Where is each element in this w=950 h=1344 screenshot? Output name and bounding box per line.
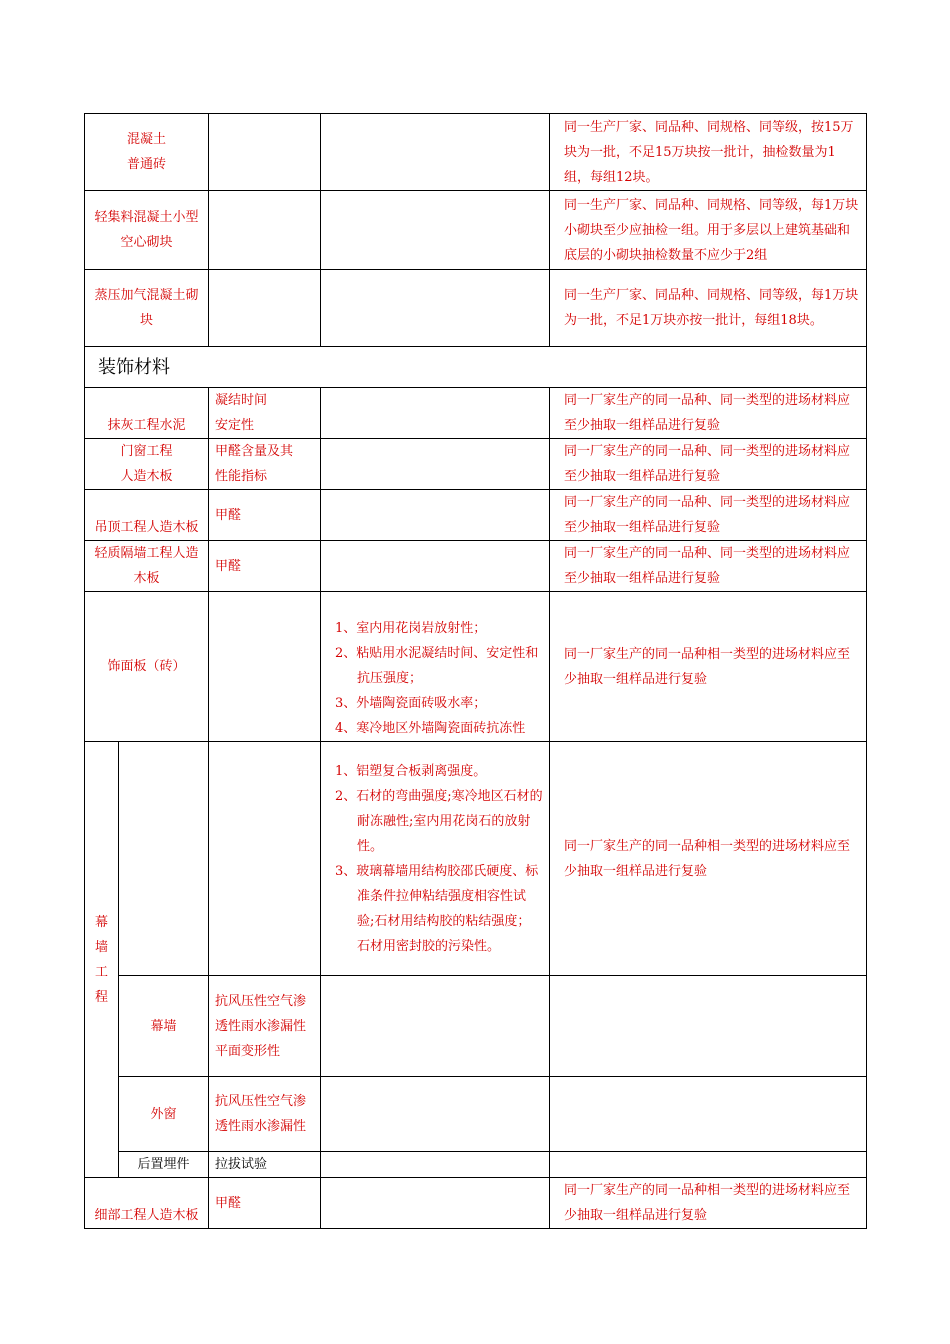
table-row bbox=[85, 1178, 867, 1229]
table-row bbox=[85, 1077, 867, 1152]
table-row bbox=[85, 270, 867, 347]
sampling-requirement: 同一生产厂家、同品种、同规格、同等级，每1万块小砌块至少应抽检一组。用于多层以上建筑基础和底层的小砌块抽检数量不应少于2组 bbox=[550, 191, 867, 270]
material-name: 幕墙 bbox=[119, 976, 209, 1077]
test-details bbox=[321, 1152, 550, 1178]
material-name: 混凝土 普通砖 bbox=[85, 114, 209, 191]
sampling-requirement bbox=[550, 1077, 867, 1152]
sampling-requirement bbox=[550, 1152, 867, 1178]
table-row bbox=[85, 439, 867, 490]
list-item: 3、外墙陶瓷面砖吸水率； bbox=[335, 696, 487, 711]
sampling-requirement: 同一生产厂家、同品种、同规格、同等级，按15万块为一批，不足15万块按一批计，抽检数量为1组，每组12块。 bbox=[550, 114, 867, 191]
list-item: 1、铝塑复合板剥离强度。 bbox=[335, 763, 487, 779]
test-list bbox=[327, 616, 543, 741]
test-item: 甲醛 bbox=[209, 490, 321, 541]
material-name: 门窗工程 人造木板 bbox=[85, 439, 209, 490]
test-item: 凝结时间 安定性 bbox=[209, 388, 321, 439]
table-row bbox=[85, 1152, 867, 1178]
test-item bbox=[209, 592, 321, 742]
section-row bbox=[85, 347, 867, 388]
material-name: 轻集料混凝土小型 空心砌块 bbox=[85, 191, 209, 270]
material-name: 后置埋件 bbox=[119, 1152, 209, 1178]
table-row bbox=[85, 114, 867, 191]
test-item: 抗风压性空气渗透性雨水渗漏性 bbox=[209, 1077, 321, 1152]
sampling-requirement: 同一厂家生产的同一品种相一类型的进场材料应至少抽取一组样品进行复验 bbox=[550, 742, 867, 976]
test-details bbox=[321, 976, 550, 1077]
material-name: 外窗 bbox=[119, 1077, 209, 1152]
table-row bbox=[85, 742, 867, 976]
curtain-wall-group-label: 幕 墙 工 程 bbox=[85, 742, 119, 1178]
material-name: 蒸压加气混凝土砌 块 bbox=[85, 270, 209, 347]
test-item bbox=[209, 270, 321, 347]
sampling-requirement: 同一厂家生产的同一品种相一类型的进场材料应至少抽取一组样品进行复验 bbox=[550, 592, 867, 742]
test-details bbox=[321, 114, 550, 191]
test-details bbox=[321, 592, 550, 742]
test-details bbox=[321, 439, 550, 490]
sampling-requirement: 同一厂家生产的同一品种、同一类型的进场材料应至少抽取一组样品进行复验 bbox=[550, 439, 867, 490]
test-item: 甲醛含量及其 性能指标 bbox=[209, 439, 321, 490]
sampling-requirement bbox=[550, 976, 867, 1077]
test-item: 甲醛 bbox=[209, 541, 321, 592]
table-row bbox=[85, 541, 867, 592]
test-item bbox=[209, 742, 321, 976]
table-row bbox=[85, 592, 867, 742]
test-details bbox=[321, 1178, 550, 1229]
test-details bbox=[321, 388, 550, 439]
test-item: 甲醛 bbox=[209, 1178, 321, 1229]
sampling-requirement: 同一生产厂家、同品种、同规格、同等级，每1万块为一批，不足1万块亦按一批计，每组18块。 bbox=[550, 270, 867, 347]
table-row bbox=[85, 388, 867, 439]
material-name: 轻质隔墙工程人造 木板 bbox=[85, 541, 209, 592]
table-row bbox=[85, 191, 867, 270]
material-inspection-table bbox=[84, 113, 867, 1229]
list-item: 3、玻璃幕墙用结构胶邵氏硬度、标准条件拉伸粘结强度相容性试验;石材用结构胶的粘结强度；石材用密封胶的污染性。 bbox=[335, 863, 539, 954]
list-item: 2、石材的弯曲强度;寒冷地区石材的耐冻融性;室内用花岗石的放射性。 bbox=[335, 788, 543, 854]
test-list bbox=[327, 759, 543, 959]
test-item bbox=[209, 114, 321, 191]
test-item: 拉拔试验 bbox=[209, 1152, 321, 1178]
test-details bbox=[321, 270, 550, 347]
sampling-requirement: 同一厂家生产的同一品种、同一类型的进场材料应至少抽取一组样品进行复验 bbox=[550, 490, 867, 541]
test-details bbox=[321, 191, 550, 270]
test-details bbox=[321, 490, 550, 541]
material-name bbox=[119, 742, 209, 976]
material-name: 抹灰工程水泥 bbox=[85, 388, 209, 439]
table-row bbox=[85, 976, 867, 1077]
list-item: 1、室内用花岗岩放射性； bbox=[335, 621, 487, 636]
test-item bbox=[209, 191, 321, 270]
material-name: 饰面板（砖） bbox=[85, 592, 209, 742]
section-title: 装饰材料 bbox=[85, 347, 867, 388]
material-name: 吊顶工程人造木板 bbox=[85, 490, 209, 541]
sampling-requirement: 同一厂家生产的同一品种相一类型的进场材料应至少抽取一组样品进行复验 bbox=[550, 1178, 867, 1229]
sampling-requirement: 同一厂家生产的同一品种、同一类型的进场材料应至少抽取一组样品进行复验 bbox=[550, 388, 867, 439]
list-item: 2、粘贴用水泥凝结时间、安定性和抗压强度； bbox=[335, 646, 539, 686]
test-details bbox=[321, 1077, 550, 1152]
test-details bbox=[321, 742, 550, 976]
sampling-requirement: 同一厂家生产的同一品种、同一类型的进场材料应至少抽取一组样品进行复验 bbox=[550, 541, 867, 592]
material-name: 细部工程人造木板 bbox=[85, 1178, 209, 1229]
table-row bbox=[85, 490, 867, 541]
list-item: 4、寒冷地区外墙陶瓷面砖抗冻性 bbox=[335, 721, 526, 736]
test-details bbox=[321, 541, 550, 592]
test-item: 抗风压性空气渗透性雨水渗漏性平面变形性 bbox=[209, 976, 321, 1077]
